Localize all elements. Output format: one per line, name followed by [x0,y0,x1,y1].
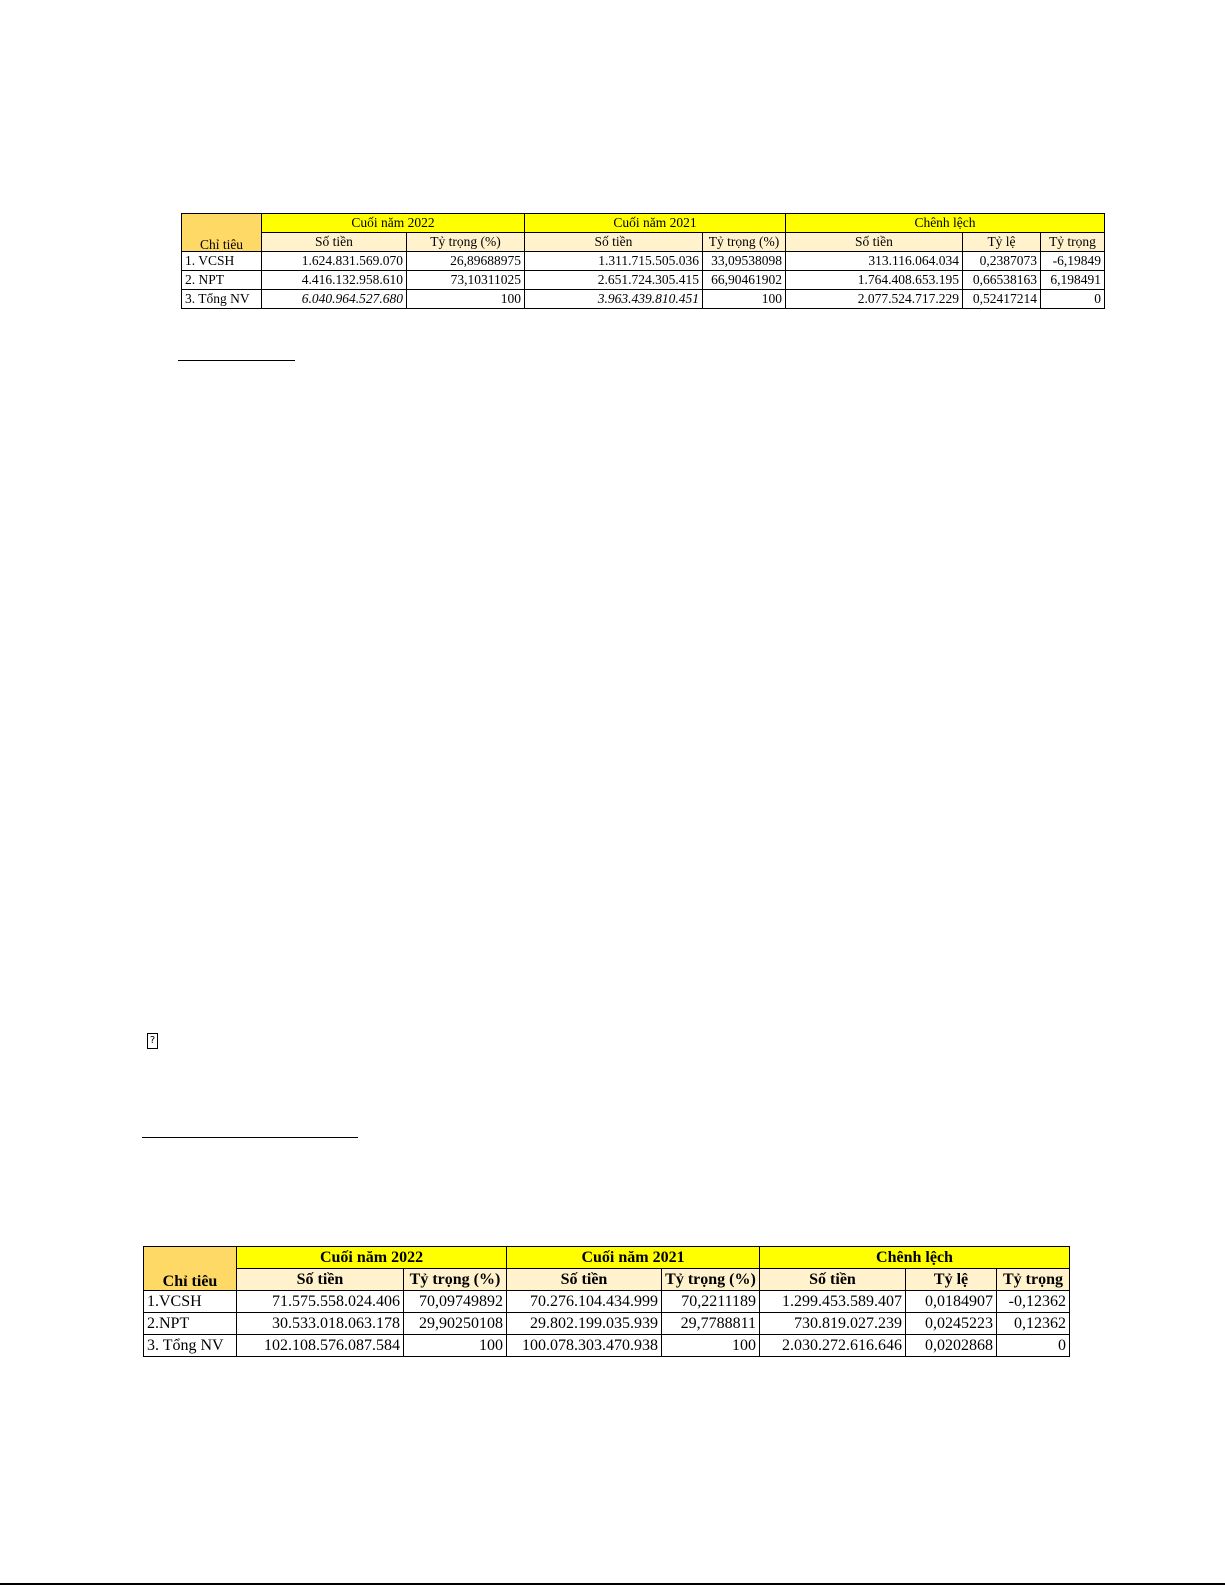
group-header-2021: Cuối năm 2021 [507,1247,760,1269]
sub-header-row [144,1269,1070,1291]
table-cell: 0,2387073 [963,252,1041,271]
table-cell: 0 [997,1335,1070,1357]
underline-rule [142,1137,358,1138]
sub-header: Tỷ lệ [906,1269,997,1291]
table-cell: 30.533.018.063.178 [237,1313,404,1335]
table-cell: 33,09538098 [703,252,786,271]
table-cell: 100 [404,1335,507,1357]
table-cell: 0,0184907 [906,1291,997,1313]
sub-header: Tỷ trọng (%) [703,233,786,252]
table-cell: 3.963.439.810.451 [525,290,703,309]
table-cell: 100.078.303.470.938 [507,1335,662,1357]
table-cell: 0,52417214 [963,290,1041,309]
table-cell: 29,7788811 [662,1313,760,1335]
sub-header: Số tiền [507,1269,662,1291]
table-cell: 26,89688975 [407,252,525,271]
table-cell: 1.299.453.589.407 [760,1291,906,1313]
sub-header: Tỷ trọng [997,1269,1070,1291]
table-cell: 100 [407,290,525,309]
sub-header: Số tiền [262,233,407,252]
table-cell: 0,0202868 [906,1335,997,1357]
group-header-difference: Chênh lệch [786,214,1105,233]
sub-header: Số tiền [786,233,963,252]
row-label: 3. Tổng NV [182,290,262,309]
sub-header: Tỷ trọng (%) [662,1269,760,1291]
sub-header: Số tiền [525,233,703,252]
table-cell: 102.108.576.087.584 [237,1335,404,1357]
underline-rule [178,360,295,361]
table-cell: -0,12362 [997,1291,1070,1313]
row-label: 1.VCSH [144,1291,237,1313]
row-label: 3. Tổng NV [144,1335,237,1357]
group-header-2022: Cuối năm 2022 [237,1247,507,1269]
table-cell: 1.311.715.505.036 [525,252,703,271]
sub-header: Tỷ trọng (%) [404,1269,507,1291]
sub-header: Số tiền [237,1269,404,1291]
table-cell: 2.030.272.616.646 [760,1335,906,1357]
row-label: 2. NPT [182,271,262,290]
table-cell: 71.575.558.024.406 [237,1291,404,1313]
table-cell: 29,90250108 [404,1313,507,1335]
table-cell: 0,0245223 [906,1313,997,1335]
table-row [144,1313,1070,1335]
table-cell: 6,198491 [1041,271,1105,290]
table-cell: 0 [1041,290,1105,309]
group-header-difference: Chênh lệch [760,1247,1070,1269]
table-cell: 0,12362 [997,1313,1070,1335]
table-row [182,252,1105,271]
group-header-row [144,1247,1070,1269]
table-cell: 730.819.027.239 [760,1313,906,1335]
group-header-2022: Cuối năm 2022 [262,214,525,233]
table-cell: 73,10311025 [407,271,525,290]
row-label: 1. VCSH [182,252,262,271]
table-cell: 1.624.831.569.070 [262,252,407,271]
sub-header-row [182,233,1105,252]
table-cell: 100 [662,1335,760,1357]
table-cell: 6.040.964.527.680 [262,290,407,309]
table-cell: 1.764.408.653.195 [786,271,963,290]
sub-header: Tỷ trọng (%) [407,233,525,252]
table-row-total [182,290,1105,309]
table-cell: -6,19849 [1041,252,1105,271]
group-header-2021: Cuối năm 2021 [525,214,786,233]
label-header: Chỉ tiêu [144,1247,237,1291]
table-cell: 100 [703,290,786,309]
table-cell: 2.077.524.717.229 [786,290,963,309]
capital-structure-table-bottom [143,1246,1070,1357]
table-cell: 4.416.132.958.610 [262,271,407,290]
table-row [144,1291,1070,1313]
table-cell: 66,90461902 [703,271,786,290]
table-cell: 70,09749892 [404,1291,507,1313]
row-label: 2.NPT [144,1313,237,1335]
sub-header: Tỷ trọng [1041,233,1105,252]
table-cell: 70,2211189 [662,1291,760,1313]
table-cell: 313.116.064.034 [786,252,963,271]
sub-header: Tỷ lệ [963,233,1041,252]
table-row [182,271,1105,290]
missing-image-icon: ? [147,1033,158,1049]
table-cell: 70.276.104.434.999 [507,1291,662,1313]
capital-structure-table-top [181,213,1105,309]
label-header: Chỉ tiêu [182,214,262,252]
sub-header: Số tiền [760,1269,906,1291]
group-header-row [182,214,1105,233]
table-cell: 0,66538163 [963,271,1041,290]
table-row-total [144,1335,1070,1357]
table-cell: 29.802.199.035.939 [507,1313,662,1335]
table-cell: 2.651.724.305.415 [525,271,703,290]
